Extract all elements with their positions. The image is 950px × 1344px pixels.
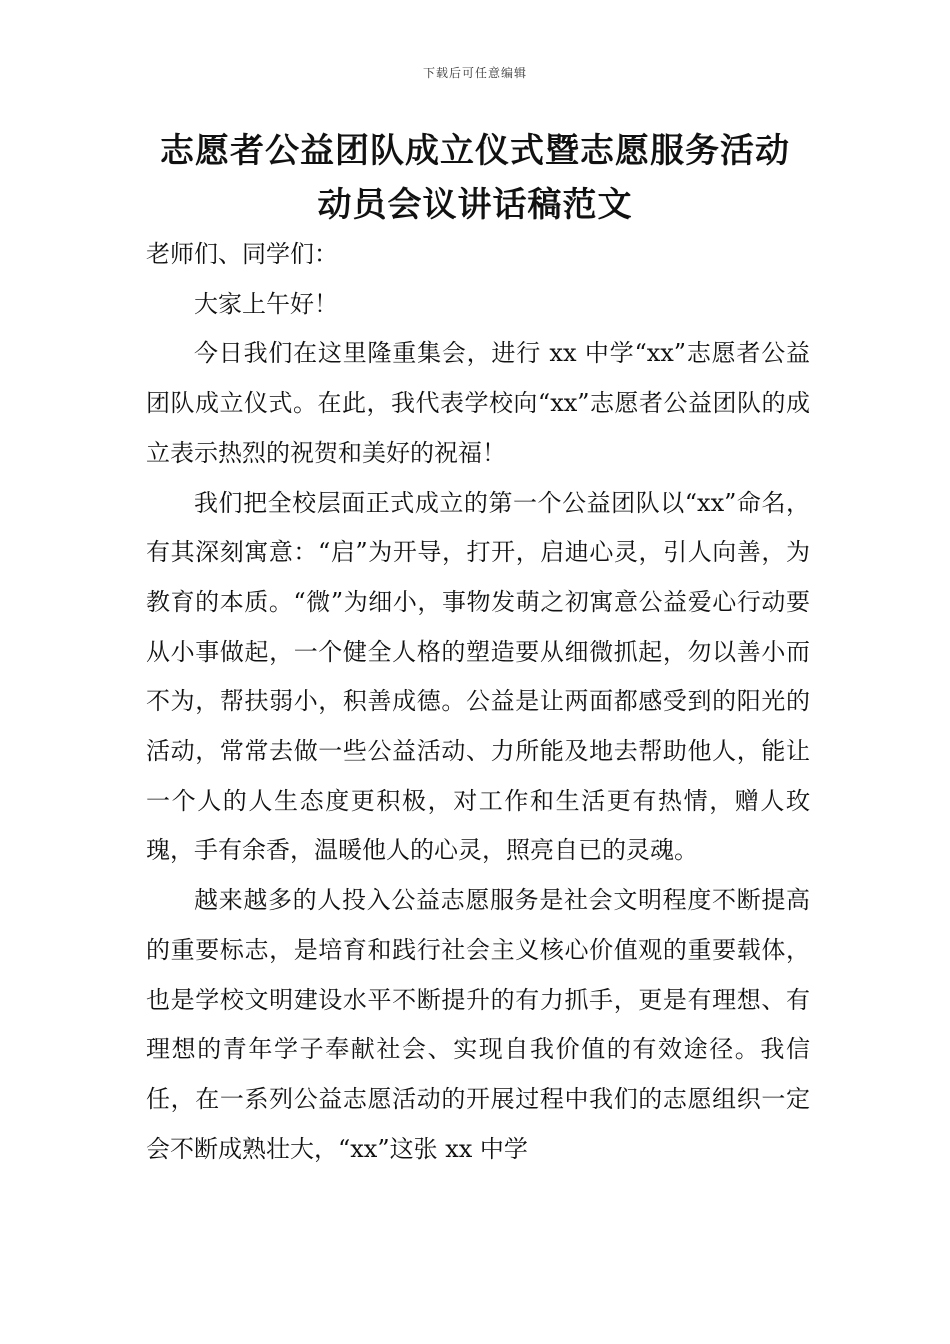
header-note: 下载后可任意编辑 <box>422 66 527 80</box>
paragraph-greeting: 大家上午好！ <box>194 289 338 318</box>
document-body <box>146 230 810 1174</box>
paragraph-opening: 今日我们在这里隆重集会，进行 xx 中学“xx”志愿者公益团队成立仪式。在此，我代表学校向“xx”志愿者公益团队的成立表示热烈的祝贺和美好的祝福！ <box>146 339 810 467</box>
salutation: 老师们、同学们： <box>146 240 338 268</box>
paragraph-team-name-meaning: 我们把全校层面正式成立的第一个公益团队以“xx”命名，有其深刻寓意：“启”为开导，打开，启迪心灵，引人向善，为教育的本质。“微”为细小，事物发萌之初寓意公益爱心行动要从小事做起，一个健全人格的塑造要从细微抓起，勿以善小而不为，帮扶弱小，积善成德。公益是让两面都感受到的阳光的活动，常常去做一些公益活动、力所能及地去帮助他人，能让一个人的人生态度更积极，对工作和生活更有热情，赠人玫瑰，手有余香，温暖他人的心灵，照亮自已的灵魂。 <box>146 488 810 865</box>
paragraph-volunteer-significance: 越来越多的人投入公益志愿服务是社会文明程度不断提高的重要标志，是培育和践行社会主义核心价值观的重要载体，也是学校文明建设水平不断提升的有力抓手，更是有理想、有理想的青年学子奉献社会、实现自我价值的有效途径。我信任，在一系列公益志愿活动的开展过程中我们的志愿组织一定会不断成熟壮大，“xx”这张 xx 中学 <box>146 886 810 1163</box>
title-line-2: 动员会议讲话稿范文 <box>317 185 633 225</box>
title-line-1: 志愿者公益团队成立仪式暨志愿服务活动 <box>160 131 790 171</box>
document-title <box>100 124 850 232</box>
